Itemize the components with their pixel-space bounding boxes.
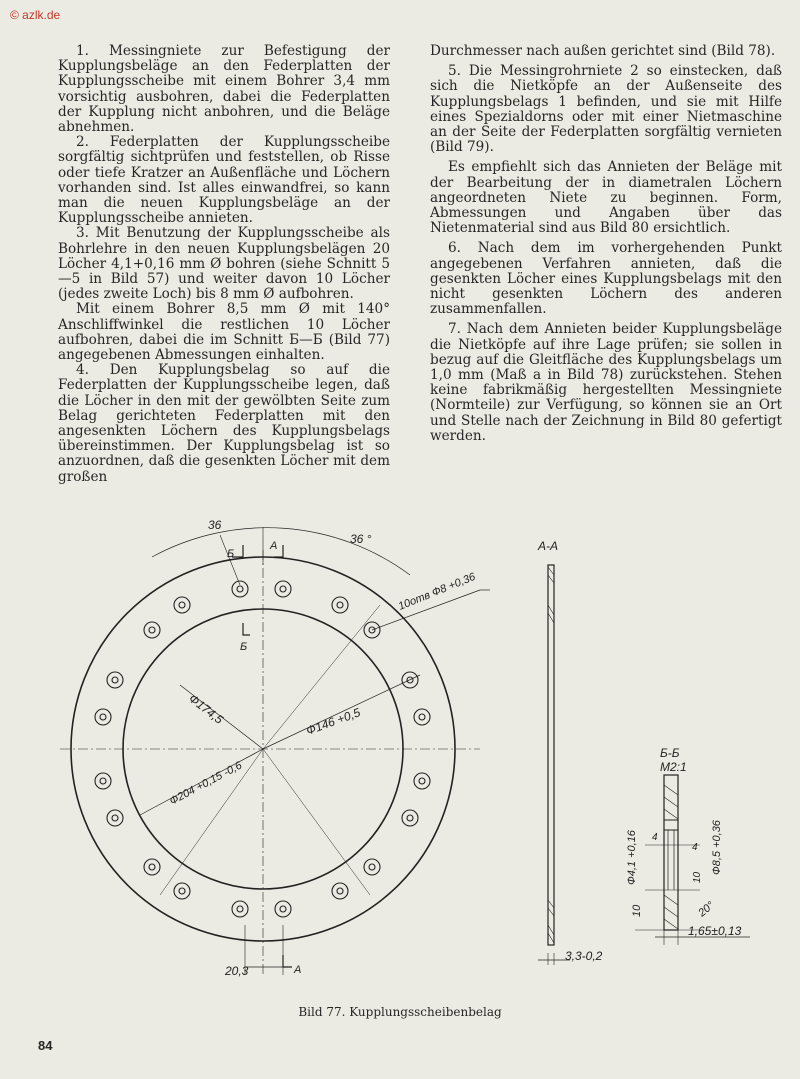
paragraph: 5. Die Messingrohrniete 2 so einstecken, daß sich die Nietköpfe an der Außenseite des Kupplungsbelags 1 befinden, und sie mit Hilfe eines Spezialdorns oder mit einer Nietmaschine an der Seite der Federplatten sorgfältig vernieten (Bild 79). (430, 63, 782, 156)
angle-label: 20° (696, 899, 717, 920)
diameter-label: Ф204 +0,15 -0,6 (167, 759, 245, 808)
surface-mark: 4 (692, 842, 698, 853)
right-text-column (430, 44, 782, 444)
paragraph: 2. Federplatten der Kupplungsscheibe sorgfältig sichtprüfen und feststellen, ob Risse oder tiefe Kratzer an Außenfläche und Löchern vorhanden sind. Ist alles einwandfrei, so kann man die neuen Kupplungsbeläge an der Kupplungsscheibe annieten. (58, 134, 390, 227)
paragraph: 3. Mit Benutzung der Kupplungsscheibe als Bohrlehre in den neuen Kupplungsbelägen 20 Löcher 4,1+0,16 mm Ø bohren (siehe Schnitt 5—5 in Bild 57) und weiter davon 10 Löcher (jedes zweite Loch) bis 8 mm Ø aufbohren. (58, 225, 390, 303)
surface-mark: 4 (652, 832, 658, 843)
paragraph: 4. Den Kupplungsbelag so auf die Federplatten der Kupplungsscheibe legen, daß die Löcher in den mit der gewölbten Seite zum Belag gerichteten Federplatten mit den angesenkten Löchern des Kupplungsbelags übereinstimmen. Der Kupplungsbelag ist so anzuordnen, daß die gesenkten Löcher mit dem großen (58, 362, 390, 485)
section-title: Б-Б (660, 746, 680, 760)
depth-label: 10 (692, 871, 703, 883)
angle-label: 36 ° (350, 532, 372, 546)
section-title: A-A (538, 539, 559, 553)
angle-label: 36 (208, 518, 222, 532)
paragraph: 7. Nach dem Annieten beider Kupplungsbeläge die Nietköpfe auf ihre Lage prüfen; sie sollen in bezug auf die Gleitfläche des Kupplungsbelags um 1,0 mm (Maß a in Bild 78) zurückstehen. Stehen keine fabrikmäßig hergestellten Messingniete (Normteile) zur Verfügung, so können sie an Ort und Stelle nach der Zeichnung in Bild 80 gefertigt werden. (430, 321, 782, 444)
section-marker: Б (240, 641, 248, 653)
paragraph: Mit einem Bohrer 8,5 mm Ø mit 140° Anschliffwinkel die restlichen 10 Löcher aufbohren, dabei die im Schnitt Б—Б (Bild 77) angegebenen Abmessungen einhalten. (58, 301, 391, 364)
paragraph: Durchmesser nach außen gerichtet sind (Bild 78). (430, 43, 776, 59)
thickness-label: 3,3-0,2 (565, 949, 603, 963)
section-marker: A (294, 964, 302, 976)
drawing-svg (60, 505, 780, 990)
scale-label: M2:1 (660, 760, 687, 774)
diameter-label: Ф146 +0,5 (304, 705, 363, 738)
thickness-label: 1,65±0,13 (688, 924, 742, 938)
figure-caption: Bild 77. Kupplungsscheibenbelag (298, 1005, 502, 1019)
diameter-label: Ф174,5 (186, 691, 226, 727)
page-number: 84 (38, 1038, 53, 1053)
technical-drawing (60, 505, 780, 994)
offset-label: 20,3 (225, 964, 249, 978)
depth-label: 10 (631, 904, 643, 917)
hole-diameter-label: Ф4,1 +0,16 (626, 830, 638, 885)
left-text-column (58, 44, 390, 485)
section-marker: Б (227, 548, 235, 560)
holes-label: 10отв Ф8 +0,36 (396, 570, 478, 613)
watermark: © azlk.de (10, 8, 61, 22)
paragraph: 6. Nach dem im vorhergehenden Punkt angegebenen Verfahren annieten, daß die gesenkten Löcher eines Kupplungsbelags mit den nicht gesenkten Löchern des anderen zusammenfallen. (430, 240, 782, 318)
section-marker: A (270, 540, 278, 552)
paragraph: 1. Messingniete zur Befestigung der Kupplungsbeläge an den Federplatten der Kupplungsscheibe mit einem Bohrer 3,4 mm vorsichtig ausbohren, dabei die Federplatten der Kupplung nicht anbohren, und die Beläge abnehmen. (58, 43, 390, 136)
hole-diameter-label: Ф8,5 +0,36 (711, 820, 723, 875)
paragraph: Es empfiehlt sich das Annieten der Beläge mit der Bearbeitung der in diametralen Löchern angeordneten Niete zu beginnen. Form, Abmessungen und Angaben über das Nietenmaterial sind aus Bild 80 ersichtlich. (430, 159, 782, 237)
